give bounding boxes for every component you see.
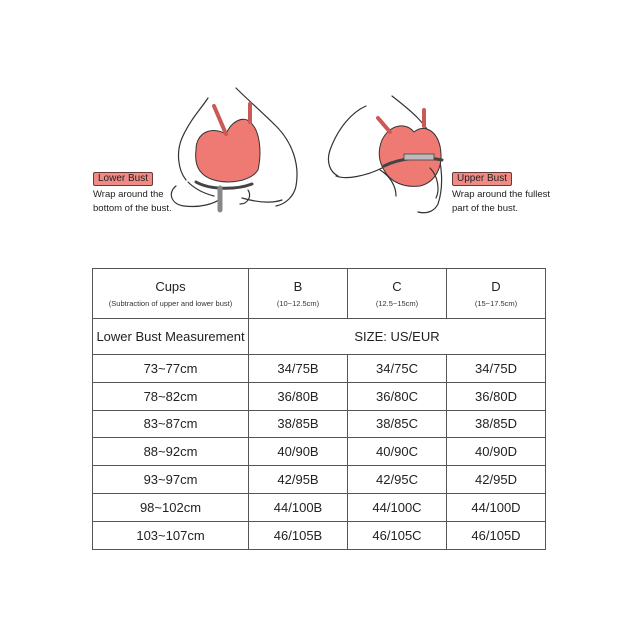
table-label-row	[93, 319, 546, 355]
lower-bust-callout	[93, 168, 172, 216]
table-header-row	[93, 269, 546, 319]
upper-bust-tag: Upper Bust	[452, 172, 512, 186]
bra-shape	[196, 119, 260, 182]
cup-range: (10~12.5cm)	[276, 298, 320, 308]
lower-bust-range: 78~82cm	[93, 382, 249, 410]
cup-letter: D	[491, 278, 501, 294]
size-system-label: SIZE: US/EUR	[249, 319, 546, 355]
lower-bust-range: 103~107cm	[93, 521, 249, 549]
cup-header-d	[447, 269, 546, 319]
cup-letter: B	[293, 278, 303, 294]
size-cell: 38/85B	[249, 410, 348, 438]
size-cell: 34/75B	[249, 355, 348, 383]
lower-bust-tag: Lower Bust	[93, 172, 153, 186]
size-cell: 42/95D	[447, 466, 546, 494]
size-cell: 38/85C	[348, 410, 447, 438]
lower-bust-note: Wrap around the bottom of the bust.	[93, 189, 172, 214]
size-cell: 46/105B	[249, 521, 348, 549]
size-cell: 44/100D	[447, 493, 546, 521]
size-cell: 40/90C	[348, 438, 447, 466]
lower-bust-range: 98~102cm	[93, 493, 249, 521]
size-cell: 42/95B	[249, 466, 348, 494]
size-cell: 34/75D	[447, 355, 546, 383]
size-cell: 38/85D	[447, 410, 546, 438]
lower-bust-measurement-label: Lower Bust Measurement	[93, 319, 249, 355]
size-cell: 42/95C	[348, 466, 447, 494]
cups-label: Cups	[155, 278, 186, 294]
cup-header-c	[348, 269, 447, 319]
size-cell: 36/80C	[348, 382, 447, 410]
upper-bust-note: Wrap around the fullest part of the bust.	[452, 189, 551, 214]
cup-range: (15~17.5cm)	[474, 298, 518, 308]
cups-header-cell	[93, 269, 249, 319]
size-cell: 44/100B	[249, 493, 348, 521]
cup-header-b	[249, 269, 348, 319]
upper-bust-measure-figure	[328, 96, 442, 213]
cups-note: (Subtraction of upper and lower bust)	[108, 298, 233, 308]
cup-range: (12.5~15cm)	[375, 298, 419, 308]
size-cell: 40/90D	[447, 438, 546, 466]
size-cell: 36/80B	[249, 382, 348, 410]
table-row	[93, 438, 546, 466]
size-cell: 46/105D	[447, 521, 546, 549]
size-cell: 36/80D	[447, 382, 546, 410]
cup-letter: C	[392, 278, 402, 294]
table-row	[93, 521, 546, 549]
upper-bust-callout	[452, 168, 550, 216]
size-cell: 34/75C	[348, 355, 447, 383]
size-cell: 40/90B	[249, 438, 348, 466]
table-row	[93, 410, 546, 438]
lower-bust-range: 88~92cm	[93, 438, 249, 466]
lower-bust-range: 73~77cm	[93, 355, 249, 383]
size-chart-table	[92, 268, 546, 550]
table-row	[93, 382, 546, 410]
table-row	[93, 355, 546, 383]
lower-bust-measure-figure	[171, 88, 297, 210]
size-cell: 46/105C	[348, 521, 447, 549]
table-row	[93, 466, 546, 494]
lower-bust-range: 93~97cm	[93, 466, 249, 494]
size-cell: 44/100C	[348, 493, 447, 521]
lower-bust-range: 83~87cm	[93, 410, 249, 438]
table-row	[93, 493, 546, 521]
